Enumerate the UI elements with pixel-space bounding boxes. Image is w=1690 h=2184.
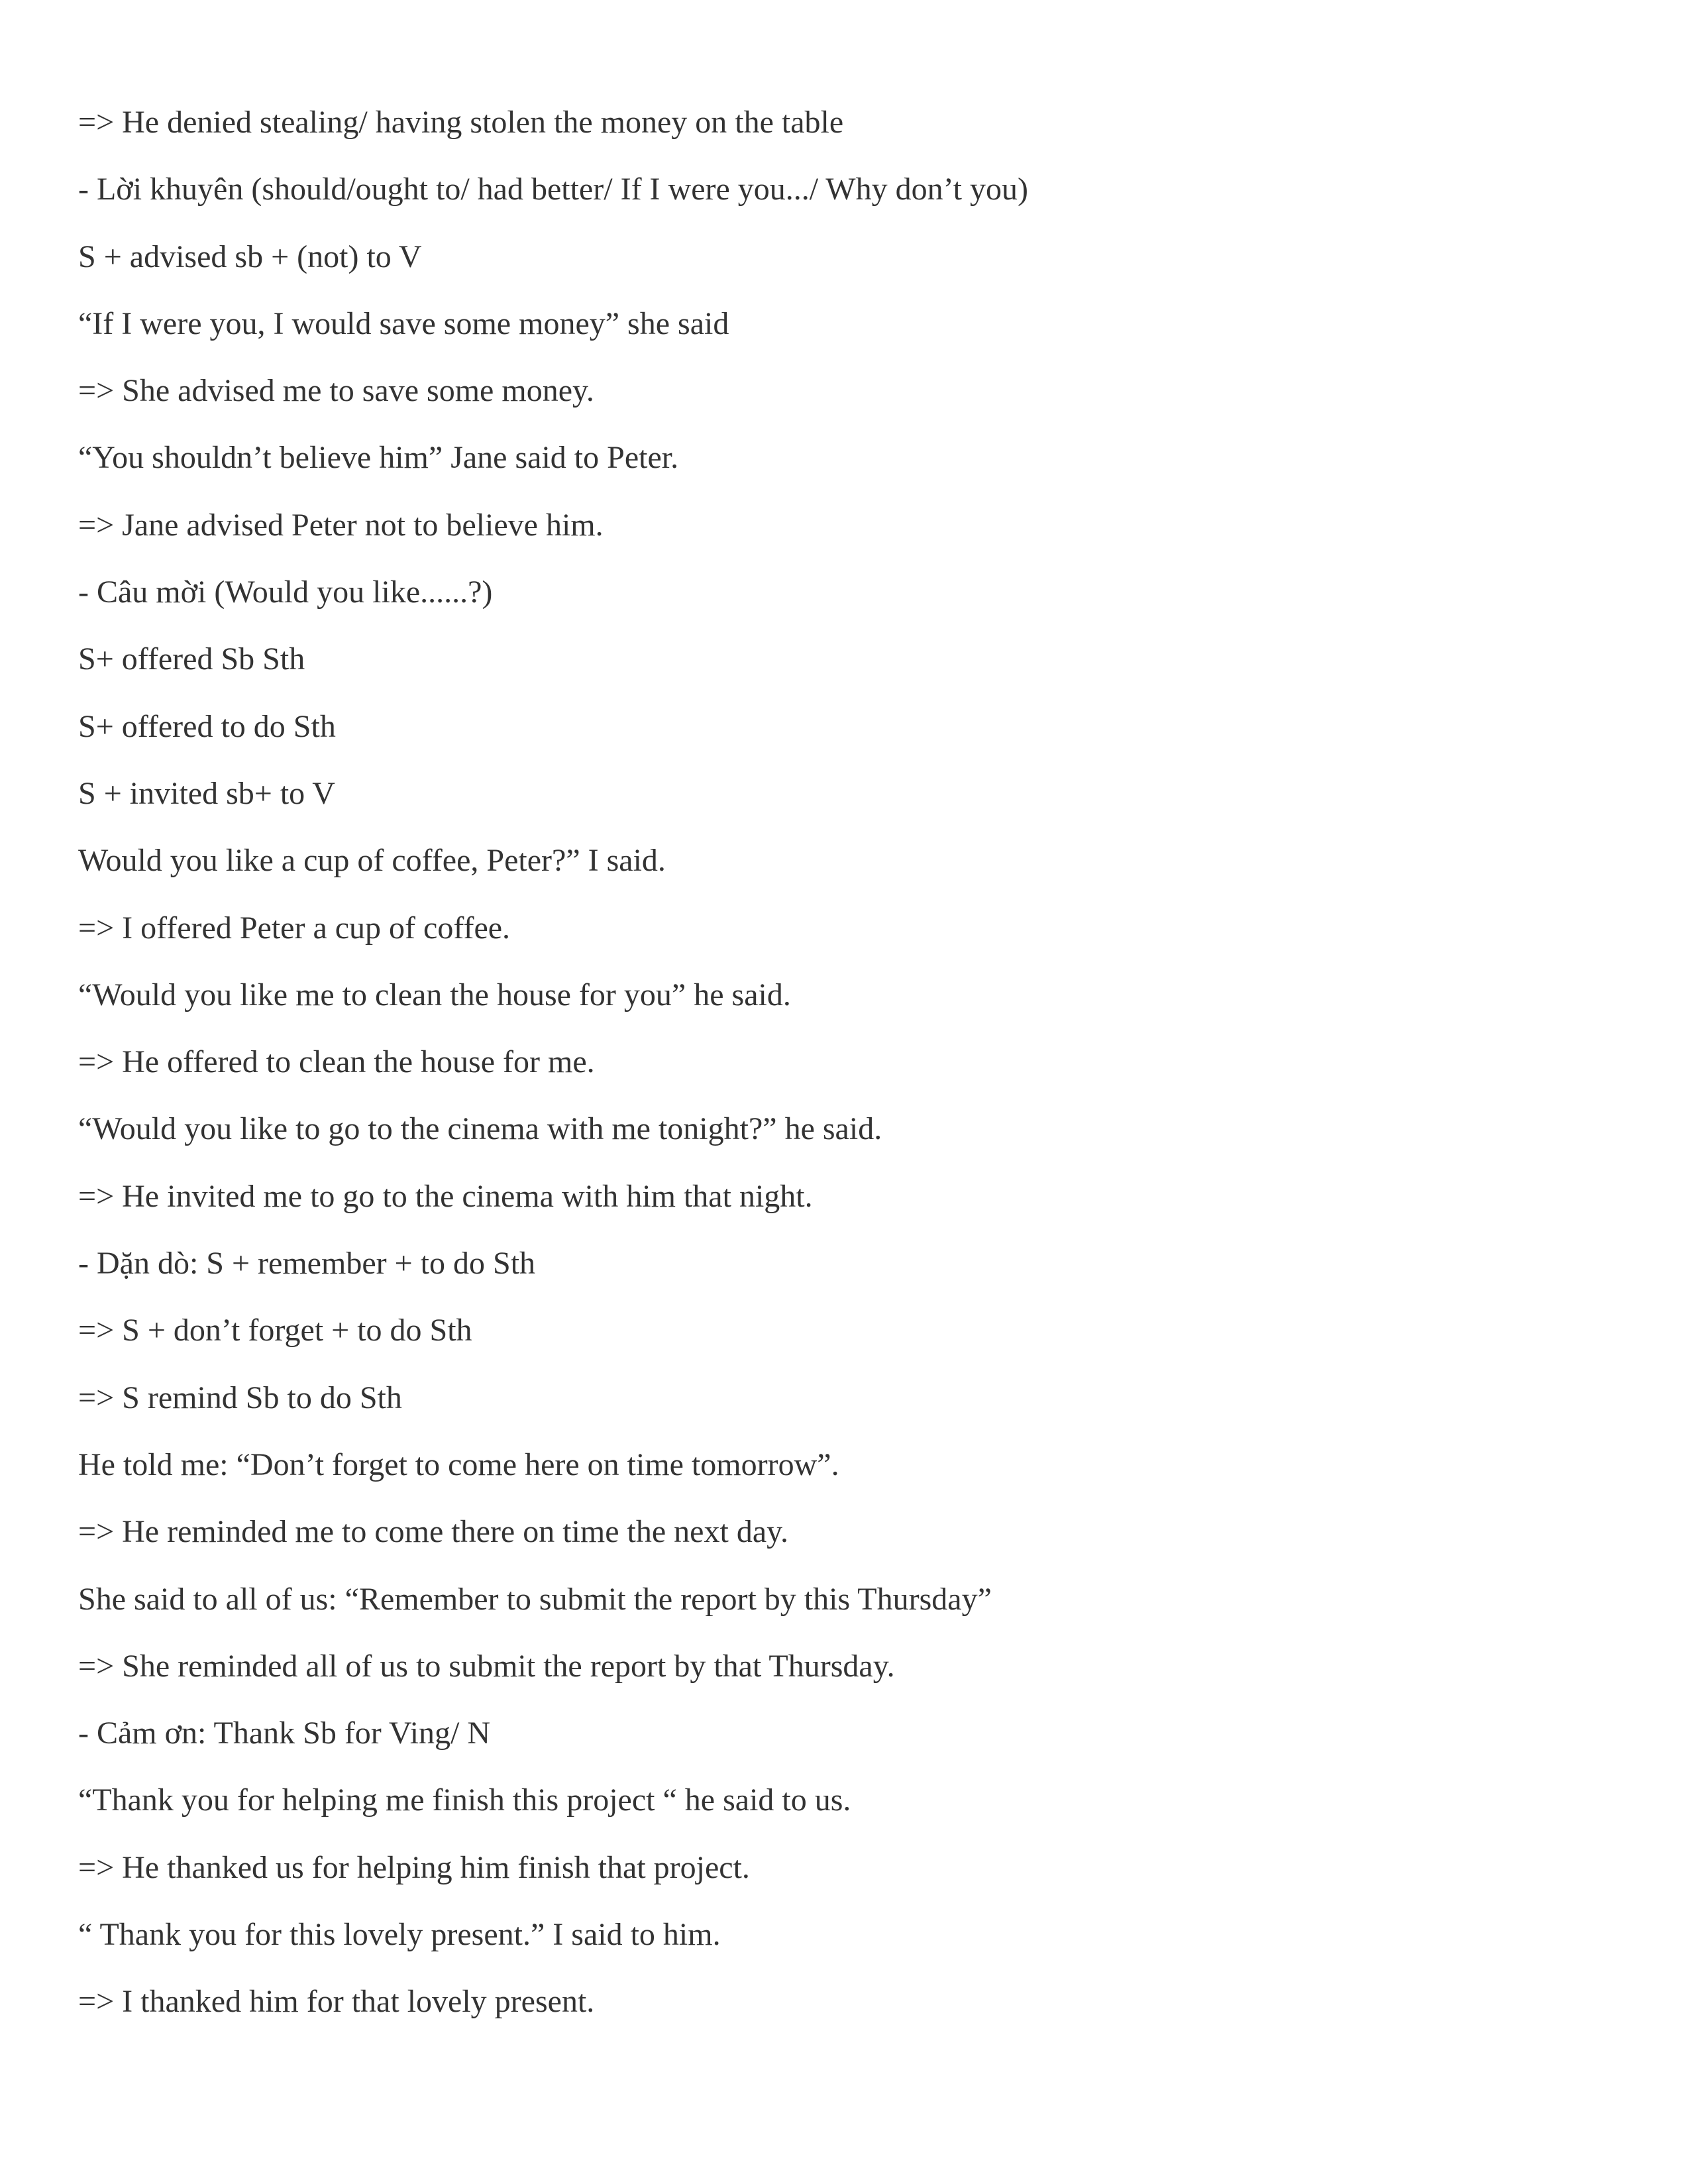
text-line: S+ offered Sb Sth xyxy=(78,641,305,677)
text-line: => S remind Sb to do Sth xyxy=(78,1380,402,1415)
section-heading-reminder: - Dặn dò: S + remember + to do Sth xyxy=(78,1246,536,1282)
text-line: “Would you like me to clean the house for you” he said. xyxy=(78,977,791,1012)
text-line: => He thanked us for helping him finish that project. xyxy=(78,1849,750,1885)
text-line: S+ offered to do Sth xyxy=(78,708,336,744)
text-line: S + invited sb+ to V xyxy=(78,775,335,811)
text-line: => I thanked him for that lovely present. xyxy=(78,1984,595,2020)
text-line: “If I were you, I would save some money” she said xyxy=(78,305,729,341)
text-line: => S + don’t forget + to do Sth xyxy=(78,1313,472,1348)
text-line: “Would you like to go to the cinema with me tonight?” he said. xyxy=(78,1111,882,1147)
text-line: “You shouldn’t believe him” Jane said to Peter. xyxy=(78,440,679,476)
text-line: => He invited me to go to the cinema with him that night. xyxy=(78,1178,813,1214)
text-line: => She reminded all of us to submit the report by that Thursday. xyxy=(78,1648,895,1684)
text-line: He told me: “Don’t forget to come here on time tomorrow”. xyxy=(78,1447,839,1482)
section-heading-advice: - Lời khuyên (should/ought to/ had better/ If I were you.../ Why don’t you) xyxy=(78,172,1028,207)
text-line: => He reminded me to come there on time the next day. xyxy=(78,1514,789,1550)
text-line: “ Thank you for this lovely present.” I said to him. xyxy=(78,1917,721,1953)
text-lines xyxy=(78,99,1602,2046)
text-line: => He denied stealing/ having stolen the money on the table xyxy=(78,105,844,140)
section-heading-invitation: - Câu mời (Would you like......?) xyxy=(78,574,493,610)
text-line: Would you like a cup of coffee, Peter?” I said. xyxy=(78,843,666,879)
text-line: She said to all of us: “Remember to submit the report by this Thursday” xyxy=(78,1581,992,1617)
text-line: S + advised sb + (not) to V xyxy=(78,239,422,274)
text-line: => Jane advised Peter not to believe him. xyxy=(78,507,604,543)
text-line: => She advised me to save some money. xyxy=(78,373,594,409)
text-line: “Thank you for helping me finish this project “ he said to us. xyxy=(78,1782,851,1818)
text-line: => I offered Peter a cup of coffee. xyxy=(78,910,511,946)
section-heading-thanks: - Cảm ơn: Thank Sb for Ving/ N xyxy=(78,1716,491,1751)
text-line: => He offered to clean the house for me. xyxy=(78,1044,595,1080)
